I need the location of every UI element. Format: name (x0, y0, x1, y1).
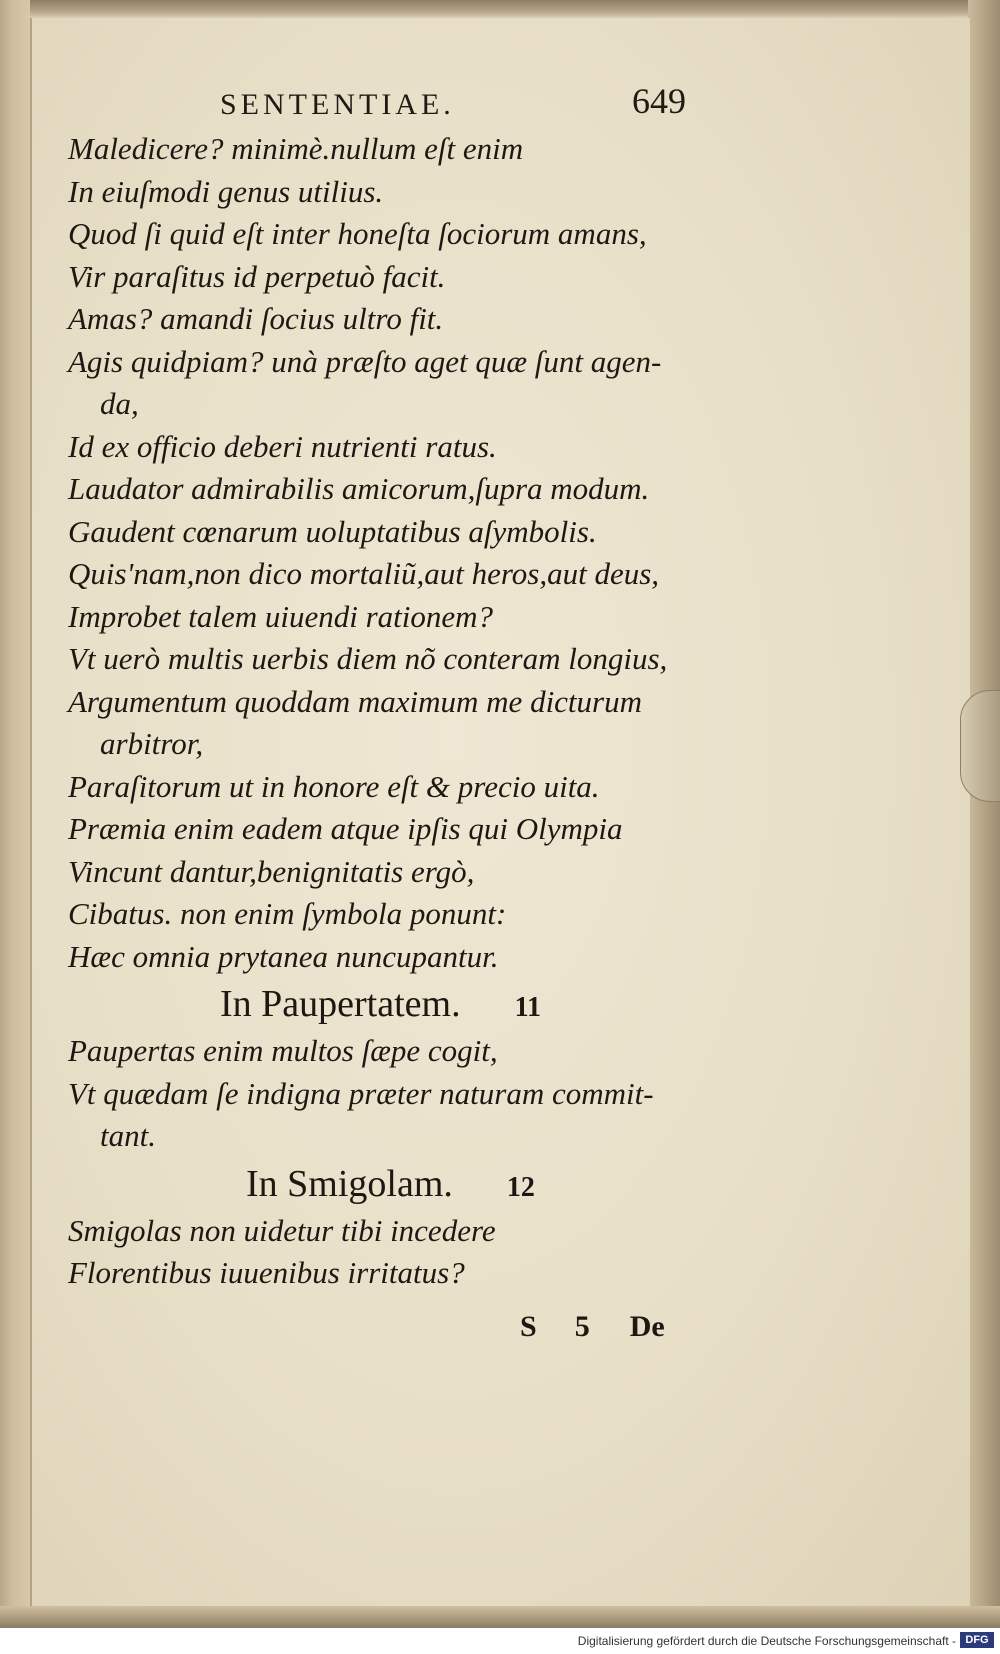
verse-line: Amas? amandi ſocius ultro fit. (68, 301, 444, 336)
page-number: 649 (632, 81, 686, 121)
verse-line: Laudator admirabilis amicorum,ſupra modum. (68, 471, 650, 506)
book-binding-left (0, 0, 30, 1654)
running-head: SENTENTIAE. (220, 88, 455, 121)
verse-line: Cibatus. non enim ſymbola ponunt: (68, 896, 507, 931)
signature-number: 5 (574, 1310, 590, 1343)
verse-line: Hæc omnia prytanea nuncupantur. (68, 938, 499, 974)
section-number: 11 (514, 992, 542, 1023)
section-title: In Paupertatem. (220, 983, 461, 1025)
verse-line: Vt uerò multis uerbis diem nõ conteram longius, (68, 641, 668, 676)
verse-line: Quod ſi quid eſt inter honeſta ſociorum amans, (68, 216, 647, 251)
verse-line: Smigolas non uidetur tibi incedere (68, 1212, 496, 1248)
verse-line: Paraſitorum ut in honore eſt & precio uita. (68, 768, 600, 804)
catchline (520, 1310, 665, 1344)
verse-line: Vt quædam ſe indigna præter naturam commit- (68, 1075, 654, 1111)
verse-line: Præmia enim eadem atque ipſis qui Olympia (68, 811, 623, 846)
verse-line: In eiuſmodi genus utilius. (68, 173, 384, 209)
text-block (68, 128, 718, 1295)
verse-line: Quis'nam,non dico mortaliũ,aut heros,aut deus, (68, 556, 660, 591)
verse-line: Florentibus iuuenibus irritatus? (68, 1255, 465, 1290)
book-bottom-edge (0, 1606, 1000, 1628)
dfg-logo: DFG (960, 1632, 994, 1648)
catchword: De (629, 1310, 665, 1343)
section-heading-12 (68, 1158, 718, 1210)
section-number: 12 (506, 1171, 535, 1203)
section-title: In Smigolam. (246, 1162, 453, 1205)
signature-letter: S (520, 1310, 537, 1343)
verse-line: Vir paraſitus id perpetuò facit. (68, 258, 446, 294)
verse-line: Gaudent cœnarum uoluptatibus aſymbolis. (68, 513, 597, 549)
verse-line: Id ex officio deberi nutrienti ratus. (68, 428, 497, 464)
verse-line: Maledicere? minimè.nullum eſt enim (68, 131, 524, 166)
verse-line: Argumentum quoddam maximum me dicturum (68, 683, 642, 719)
verse-line: Vincunt dantur,benignitatis ergò, (68, 853, 475, 889)
funding-credit: Digitalisierung gefördert durch die Deutsche Forschungsgemeinschaft - (577, 1634, 956, 1648)
verse-line-continuation: arbitror, (100, 726, 204, 761)
verse-line: Improbet talem uiuendi rationem? (68, 598, 494, 634)
section-heading-11 (68, 978, 718, 1030)
verse-line: Agis quidpiam? unà præſto aget quæ ſunt agen- (68, 343, 662, 379)
verse-line-continuation: tant. (100, 1118, 156, 1153)
verse-line-continuation: da, (100, 386, 139, 421)
page-clip (960, 690, 1000, 802)
book-page-edges-right (968, 0, 1000, 1654)
verse-line: Paupertas enim multos ſæpe cogit, (68, 1033, 498, 1068)
